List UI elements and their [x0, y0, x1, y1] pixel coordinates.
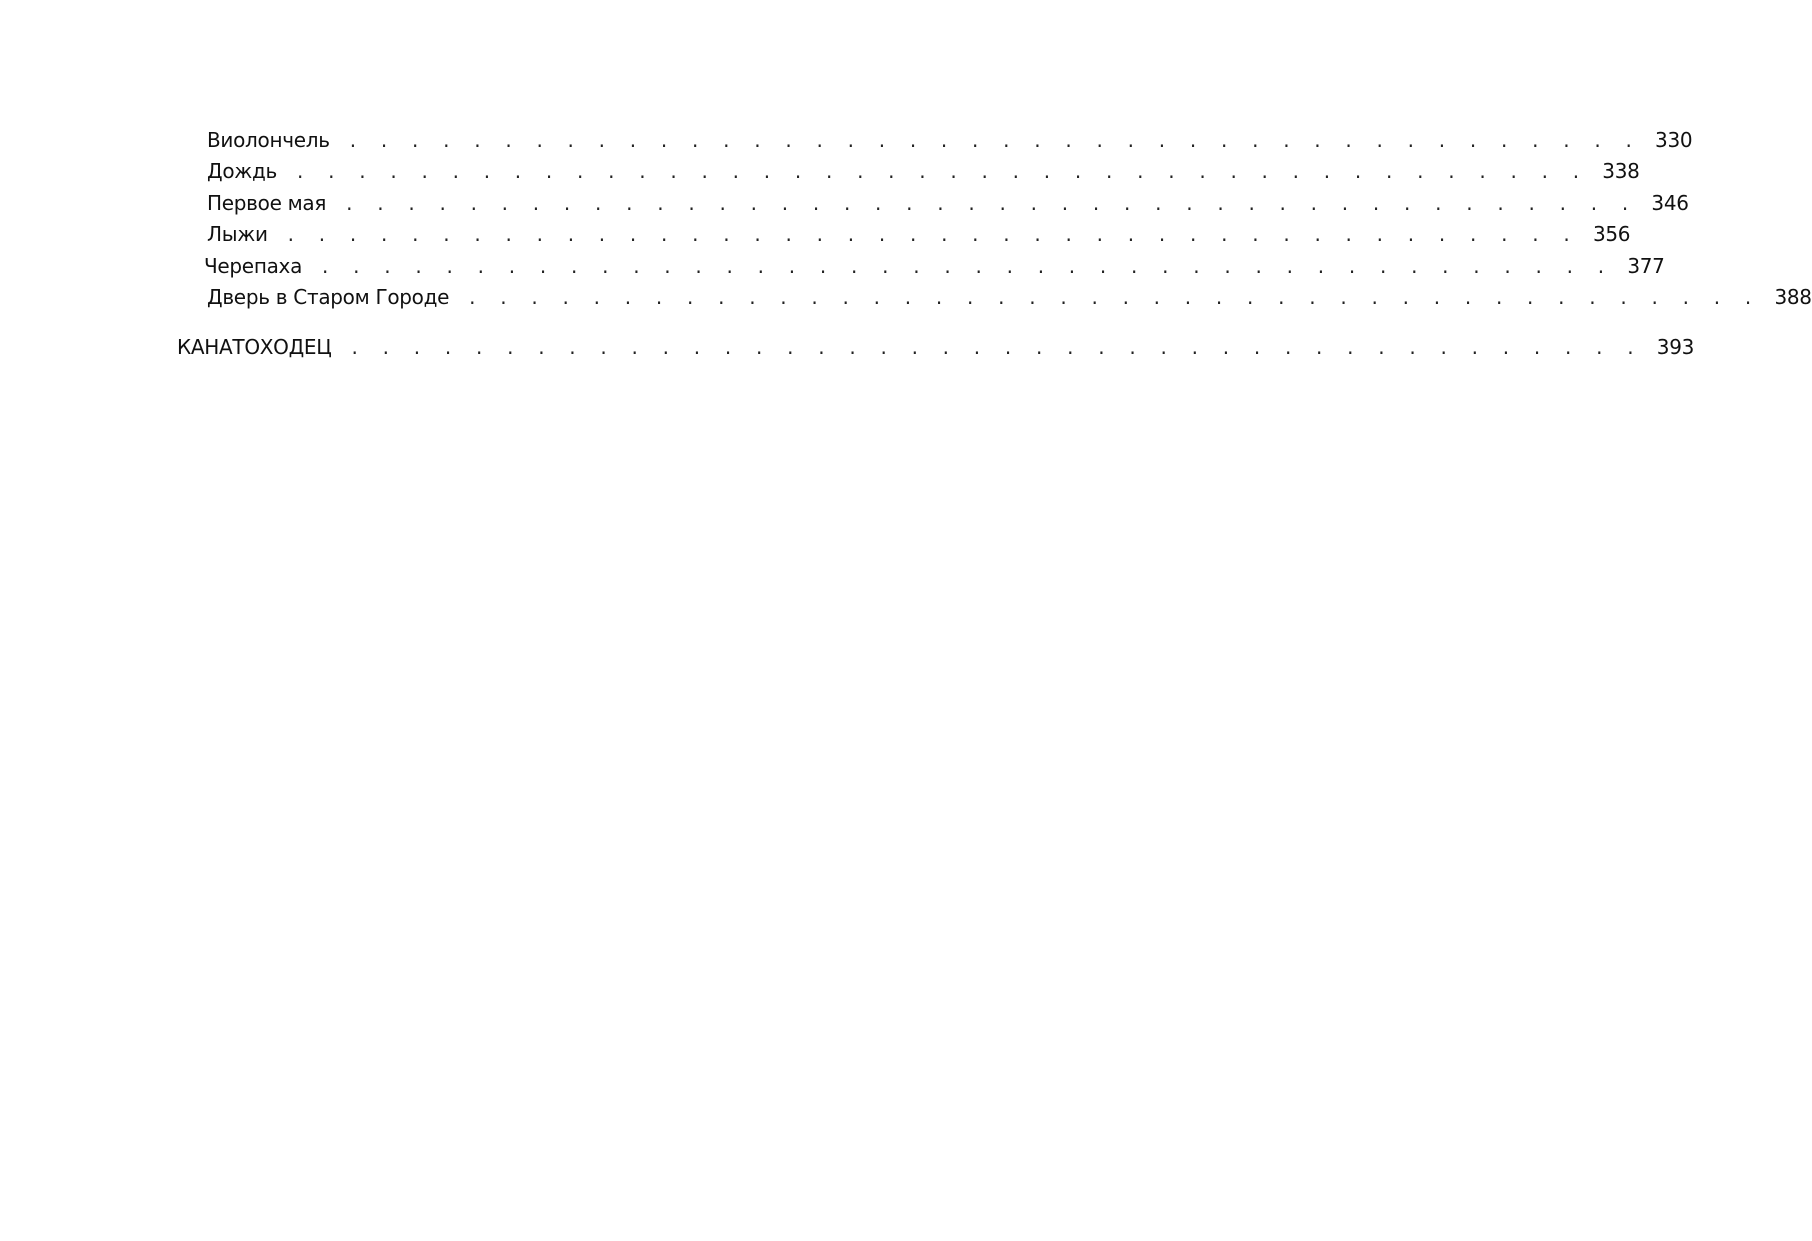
dot-leader: . . . . . . . . . . . . . . . . . . . . . . . . . . . . . . . . . . . . . . . . . . [297, 159, 1589, 183]
toc-entry-title: Черепаха [204, 254, 303, 278]
toc-entry-lyzhi[interactable] [207, 220, 1631, 248]
toc-entry-title: Дождь [207, 159, 277, 183]
toc-entry-dozhd[interactable] [207, 157, 1640, 185]
toc-entry-page-number: 346 [1651, 191, 1689, 215]
toc-entry-violoncel[interactable] [207, 126, 1693, 154]
toc-entry-title: Виолончель [207, 128, 330, 152]
toc-entry-page-number: 393 [1656, 335, 1695, 359]
dot-leader: . . . . . . . . . . . . . . . . . . . . . . . . . . . . . . . . . . . . . . . . . . [351, 335, 1643, 359]
toc-entry-title: Лыжи [207, 222, 268, 246]
toc-entry-dver-v-starom-gorode[interactable] [207, 283, 1812, 311]
dot-leader: . . . . . . . . . . . . . . . . . . . . . . . . . . . . . . . . . . . . . . . . . . [469, 285, 1761, 309]
toc-entry-page-number: 377 [1627, 254, 1665, 278]
toc-entry-page-number: 356 [1592, 222, 1631, 246]
toc-entry-kanatohodec[interactable] [177, 333, 1695, 361]
toc-entry-page-number: 330 [1655, 128, 1693, 152]
dot-leader: . . . . . . . . . . . . . . . . . . . . . . . . . . . . . . . . . . . . . . . . . . [349, 128, 1642, 152]
toc-entry-title: Первое мая [207, 191, 327, 215]
toc-entry-page-number: 388 [1774, 285, 1812, 309]
toc-entry-pervoe-maya[interactable] [207, 189, 1689, 217]
dot-leader: . . . . . . . . . . . . . . . . . . . . . . . . . . . . . . . . . . . . . . . . . . [346, 191, 1638, 215]
dot-leader: . . . . . . . . . . . . . . . . . . . . . . . . . . . . . . . . . . . . . . . . . . [287, 222, 1579, 246]
toc-entry-page-number: 338 [1602, 159, 1640, 183]
toc-section-title: КАНАТОХОДЕЦ [177, 335, 332, 359]
toc-entry-cherepaha[interactable] [204, 252, 1665, 280]
dot-leader: . . . . . . . . . . . . . . . . . . . . . . . . . . . . . . . . . . . . . . . . . . [322, 254, 1614, 278]
toc-entry-title: Дверь в Старом Городе [207, 285, 450, 309]
